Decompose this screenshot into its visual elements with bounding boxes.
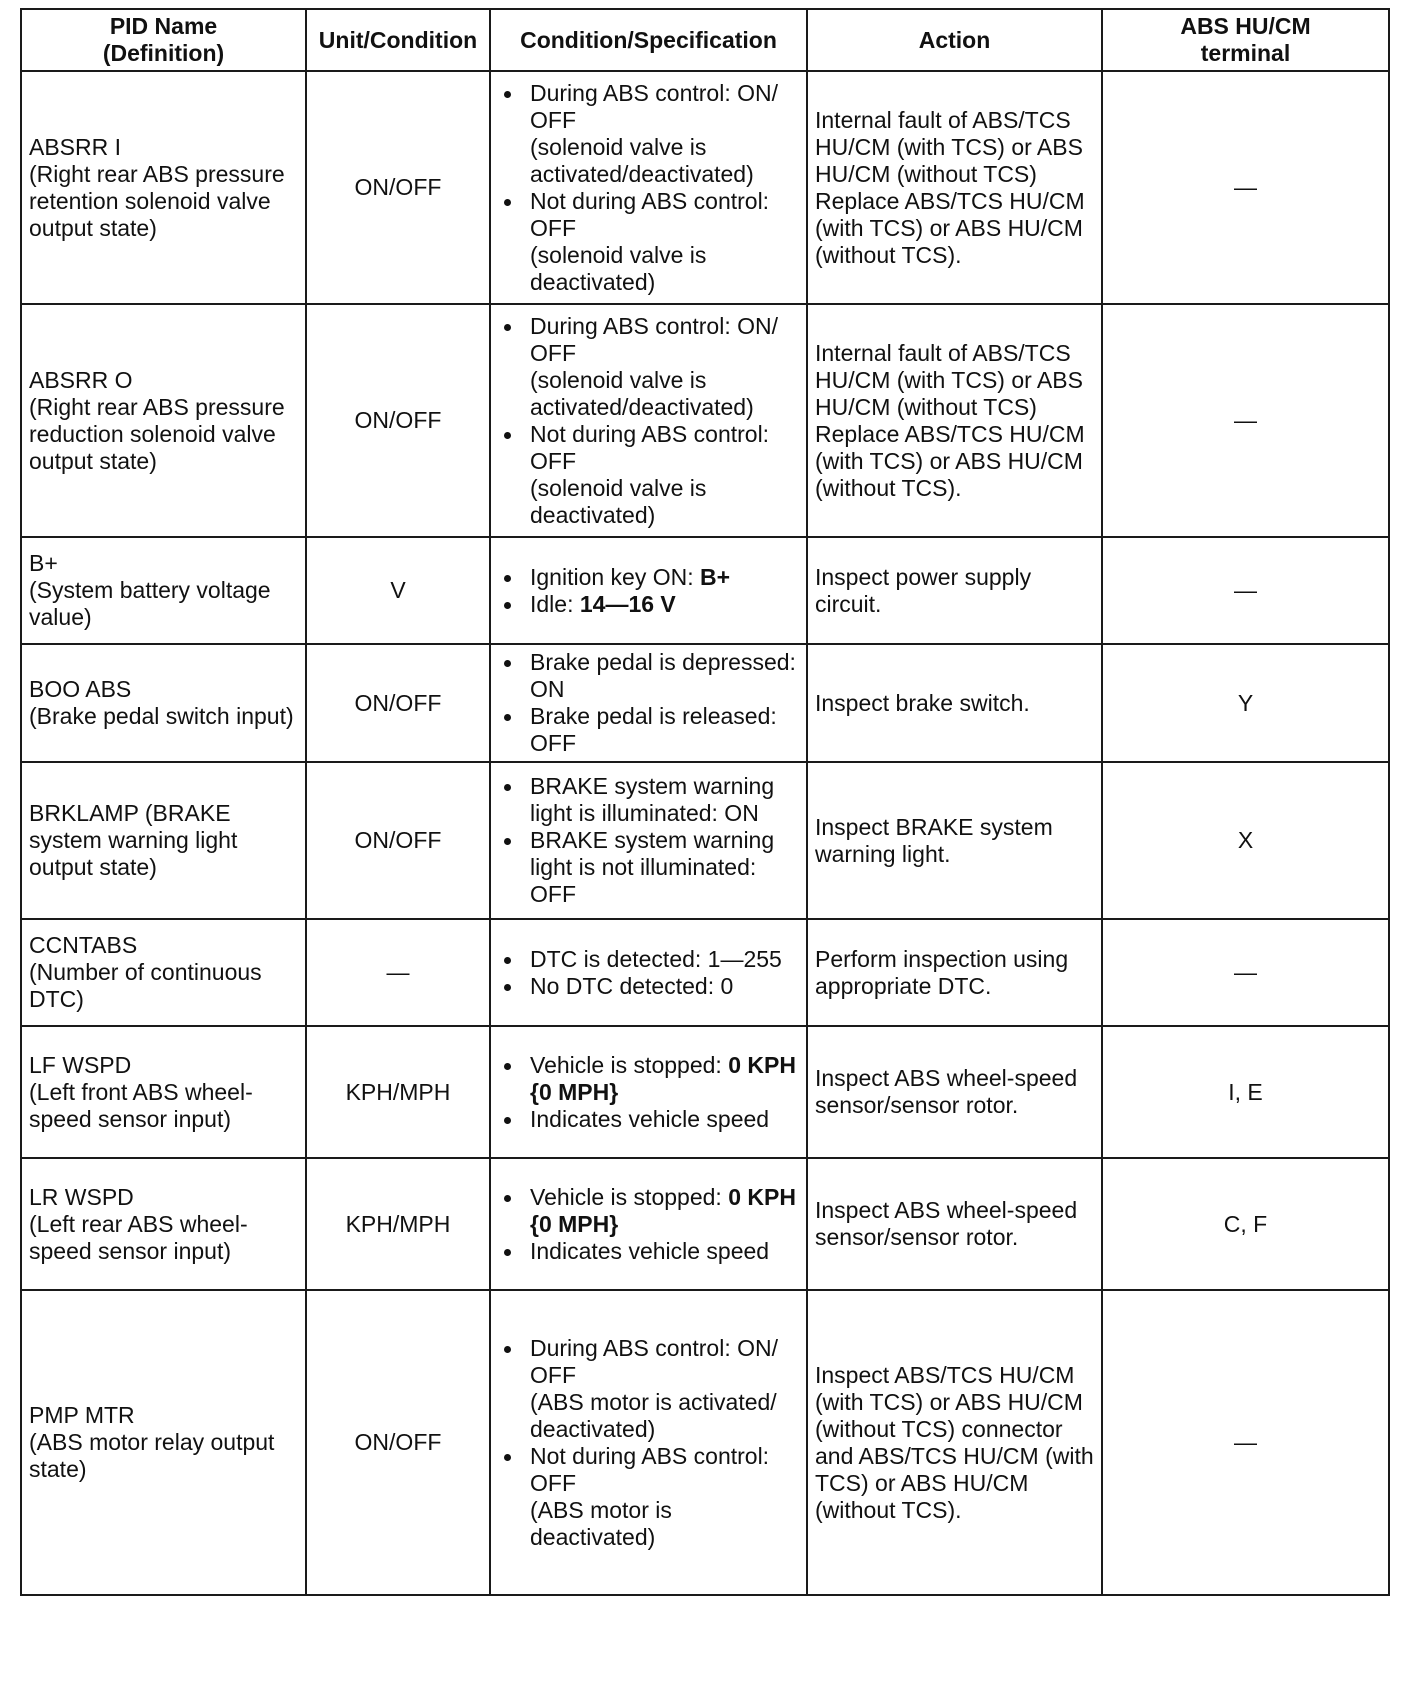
pid-name-cell: CCNTABS (Number of continuous DTC) — [21, 919, 306, 1026]
action-cell: Inspect power supply circuit. — [807, 537, 1102, 644]
spec-cell — [490, 919, 807, 1026]
unit-cell: — — [306, 919, 490, 1026]
pid-name-cell: ABSRR O (Right rear ABS pressure reduction solenoid valve output state) — [21, 304, 306, 537]
spec-item: During ABS control: ON/ OFF (solenoid valve is activated/deactivated) — [498, 80, 799, 188]
header-spec: Condition/Specification — [490, 9, 807, 71]
table-row — [21, 537, 1389, 644]
unit-cell: ON/OFF — [306, 762, 490, 919]
action-cell: Inspect ABS wheel-speed sensor/sensor rotor. — [807, 1026, 1102, 1158]
spec-item: Indicates vehicle speed — [498, 1238, 799, 1265]
spec-item: Indicates vehicle speed — [498, 1106, 799, 1133]
spec-item: During ABS control: ON/ OFF (ABS motor is activated/ deactivated) — [498, 1335, 799, 1443]
table-row — [21, 919, 1389, 1026]
terminal-cell: — — [1102, 537, 1389, 644]
spec-item: Vehicle is stopped: 0 KPH {0 MPH} — [498, 1184, 799, 1238]
pid-name-cell: LF WSPD (Left front ABS wheel-speed sensor input) — [21, 1026, 306, 1158]
unit-cell: KPH/MPH — [306, 1026, 490, 1158]
table-row — [21, 1290, 1389, 1595]
terminal-cell: Y — [1102, 644, 1389, 762]
table-row — [21, 304, 1389, 537]
action-cell: Inspect brake switch. — [807, 644, 1102, 762]
terminal-cell: — — [1102, 1290, 1389, 1595]
action-cell: Internal fault of ABS/TCS HU/CM (with TCS) or ABS HU/CM (without TCS) Replace ABS/TCS HU/CM (with TCS) or ABS HU/CM (without TCS). — [807, 304, 1102, 537]
unit-cell: ON/OFF — [306, 304, 490, 537]
terminal-cell: — — [1102, 304, 1389, 537]
spec-cell — [490, 1290, 807, 1595]
spec-item: BRAKE system warning light is illuminated: ON — [498, 773, 799, 827]
terminal-cell: X — [1102, 762, 1389, 919]
pid-name-cell: BOO ABS (Brake pedal switch input) — [21, 644, 306, 762]
pid-name-cell: B+ (System battery voltage value) — [21, 537, 306, 644]
spec-item: Brake pedal is depressed: ON — [498, 649, 799, 703]
spec-item: Not during ABS control: OFF (solenoid valve is deactivated) — [498, 421, 799, 529]
spec-item: Idle: 14—16 V — [498, 591, 799, 618]
action-cell: Perform inspection using appropriate DTC. — [807, 919, 1102, 1026]
action-cell: Inspect ABS/TCS HU/CM (with TCS) or ABS HU/CM (without TCS) connector and ABS/TCS HU/CM (with TCS) or ABS HU/CM (without TCS). — [807, 1290, 1102, 1595]
pid-name-cell: PMP MTR (ABS motor relay output state) — [21, 1290, 306, 1595]
pid-table — [20, 8, 1390, 1596]
terminal-cell: — — [1102, 71, 1389, 304]
pid-name-cell: BRKLAMP (BRAKE system warning light output state) — [21, 762, 306, 919]
spec-item: Not during ABS control: OFF (ABS motor is deactivated) — [498, 1443, 799, 1551]
spec-cell — [490, 1158, 807, 1290]
spec-cell — [490, 537, 807, 644]
spec-cell — [490, 1026, 807, 1158]
action-cell: Inspect ABS wheel-speed sensor/sensor rotor. — [807, 1158, 1102, 1290]
action-cell: Inspect BRAKE system warning light. — [807, 762, 1102, 919]
table-row — [21, 762, 1389, 919]
unit-cell: V — [306, 537, 490, 644]
header-row — [21, 9, 1389, 71]
table-row — [21, 71, 1389, 304]
table-row — [21, 644, 1389, 762]
spec-item: Brake pedal is released: OFF — [498, 703, 799, 757]
spec-cell — [490, 644, 807, 762]
spec-item: BRAKE system warning light is not illuminated: OFF — [498, 827, 799, 908]
action-cell: Internal fault of ABS/TCS HU/CM (with TCS) or ABS HU/CM (without TCS) Replace ABS/TCS HU/CM (with TCS) or ABS HU/CM (without TCS). — [807, 71, 1102, 304]
terminal-cell: — — [1102, 919, 1389, 1026]
terminal-cell: C, F — [1102, 1158, 1389, 1290]
header-action: Action — [807, 9, 1102, 71]
terminal-cell: I, E — [1102, 1026, 1389, 1158]
spec-item: No DTC detected: 0 — [498, 973, 799, 1000]
table-row — [21, 1026, 1389, 1158]
spec-item: Ignition key ON: B+ — [498, 564, 799, 591]
table-row — [21, 1158, 1389, 1290]
header-pid-name: PID Name (Definition) — [21, 9, 306, 71]
spec-item: During ABS control: ON/ OFF (solenoid valve is activated/deactivated) — [498, 313, 799, 421]
unit-cell: ON/OFF — [306, 1290, 490, 1595]
spec-item: Vehicle is stopped: 0 KPH {0 MPH} — [498, 1052, 799, 1106]
header-unit: Unit/Condition — [306, 9, 490, 71]
spec-cell — [490, 71, 807, 304]
spec-item: DTC is detected: 1—255 — [498, 946, 799, 973]
unit-cell: ON/OFF — [306, 644, 490, 762]
spec-cell — [490, 304, 807, 537]
pid-name-cell: ABSRR I (Right rear ABS pressure retention solenoid valve output state) — [21, 71, 306, 304]
header-terminal: ABS HU/CM terminal — [1102, 9, 1389, 71]
pid-name-cell: LR WSPD (Left rear ABS wheel-speed sensor input) — [21, 1158, 306, 1290]
unit-cell: ON/OFF — [306, 71, 490, 304]
unit-cell: KPH/MPH — [306, 1158, 490, 1290]
spec-cell — [490, 762, 807, 919]
spec-item: Not during ABS control: OFF (solenoid valve is deactivated) — [498, 188, 799, 296]
